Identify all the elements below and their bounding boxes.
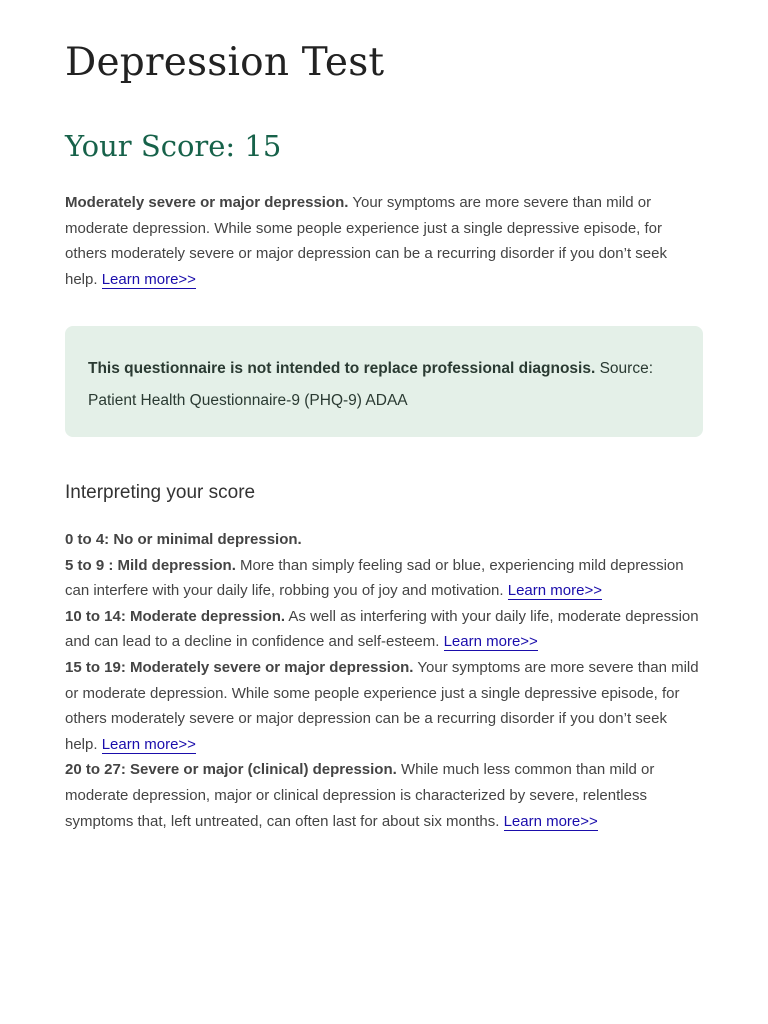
range-item-0-4 [65, 527, 703, 553]
range-item-10-14 [65, 604, 703, 655]
range-description: While much less common than mild or moderate depression, major or clinical depression is characterized by severe, relentless symptoms that, left untreated, can often last for about six months. [65, 761, 655, 830]
range-item-15-19 [65, 655, 703, 757]
range-learn-more-link[interactable]: Learn more>> [443, 633, 538, 651]
range-description: As well as interfering with your daily life, moderate depression and can lead to a decline in confidence and self-esteem. [65, 607, 699, 651]
range-item-5-9 [65, 553, 703, 604]
disclaimer-source-text: Source: Patient Health Questionnaire-9 (PHQ-9) ADAA [88, 360, 654, 409]
score-summary [65, 190, 703, 292]
range-label: 20 to 27: Severe or major (clinical) depression. [65, 761, 397, 779]
range-learn-more-link[interactable]: Learn more>> [507, 582, 602, 600]
range-label: 0 to 4: No or minimal depression. [65, 531, 302, 548]
range-label: 15 to 19: Moderately severe or major depression. [65, 658, 414, 676]
range-description: Your symptoms are more severe than mild or moderate depression. While some people experience just a single depressive episode, for others moderately severe or major depression can be a recurring disorder if you don’t seek help. [65, 658, 699, 753]
range-label: 5 to 9 : Mild depression. [65, 556, 236, 574]
range-learn-more-link[interactable]: Learn more>> [503, 812, 598, 830]
range-description: More than simply feeling sad or blue, experiencing mild depression can interfere with your daily life, robbing you of joy and motivation. [65, 556, 684, 600]
page-title: Depression Test [65, 40, 385, 85]
range-item-20-27 [65, 757, 703, 834]
score-label: Moderately severe or major depression. [65, 194, 349, 211]
disclaimer-notice [65, 326, 703, 437]
interpretation-heading: Interpreting your score [65, 482, 256, 503]
score-learn-more-link[interactable]: Learn more>> [101, 270, 196, 288]
range-learn-more-link[interactable]: Learn more>> [101, 735, 196, 753]
score-description: Your symptoms are more severe than mild or moderate depression. While some people experience just a single depressive episode, for others moderately severe or major depression can be a recurring disorder if you don’t seek help. [65, 194, 667, 288]
score-heading: Your Score: 15 [65, 129, 282, 163]
disclaimer-bold-text: This questionnaire is not intended to replace professional diagnosis. [88, 360, 596, 377]
range-label: 10 to 14: Moderate depression. [65, 607, 286, 625]
score-ranges-list [65, 527, 703, 834]
